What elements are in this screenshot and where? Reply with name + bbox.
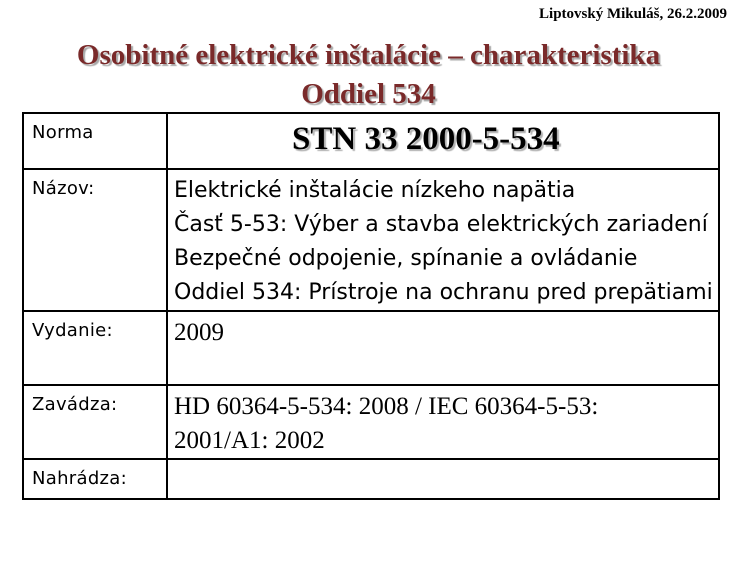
table-row-nahradza	[23, 459, 719, 499]
value-nazov	[167, 169, 719, 311]
spec-table	[22, 112, 720, 500]
page-title: Osobitné elektrické inštalácie – charakteristika	[76, 39, 661, 71]
table-row-vydanie	[23, 311, 719, 385]
value-zavadza	[167, 385, 719, 459]
value-norma	[167, 113, 719, 169]
nazov-line: Elektrické inštalácie nízkeho napätia	[174, 178, 576, 203]
dateline: Liptovský Mikuláš, 26.2.2009	[539, 6, 727, 22]
table-row-zavadza	[23, 385, 719, 459]
zavadza-line: HD 60364-5-534: 2008 / IEC 60364-5-53:	[174, 393, 599, 420]
label-zavadza: Zavádza:	[23, 385, 167, 459]
zavadza-line: 2001/A1: 2002	[174, 427, 325, 454]
page-subtitle: Oddiel 534	[301, 78, 436, 110]
nazov-line: Oddiel 534: Prístroje na ochranu pred prepätiami	[174, 280, 713, 305]
label-norma: Norma	[23, 113, 167, 169]
label-nahradza: Nahrádza:	[23, 459, 167, 499]
value-vydanie: 2009	[167, 311, 719, 385]
value-nahradza	[167, 459, 719, 499]
nazov-line: Časť 5-53: Výber a stavba elektrických zariadení	[174, 212, 708, 237]
nazov-line: Bezpečné odpojenie, spínanie a ovládanie	[174, 246, 638, 271]
table-row-norma	[23, 113, 719, 169]
label-vydanie: Vydanie:	[23, 311, 167, 385]
norm-number: STN 33 2000-5-534	[292, 121, 560, 157]
label-nazov: Názov:	[23, 169, 167, 311]
table-row-nazov	[23, 169, 719, 311]
